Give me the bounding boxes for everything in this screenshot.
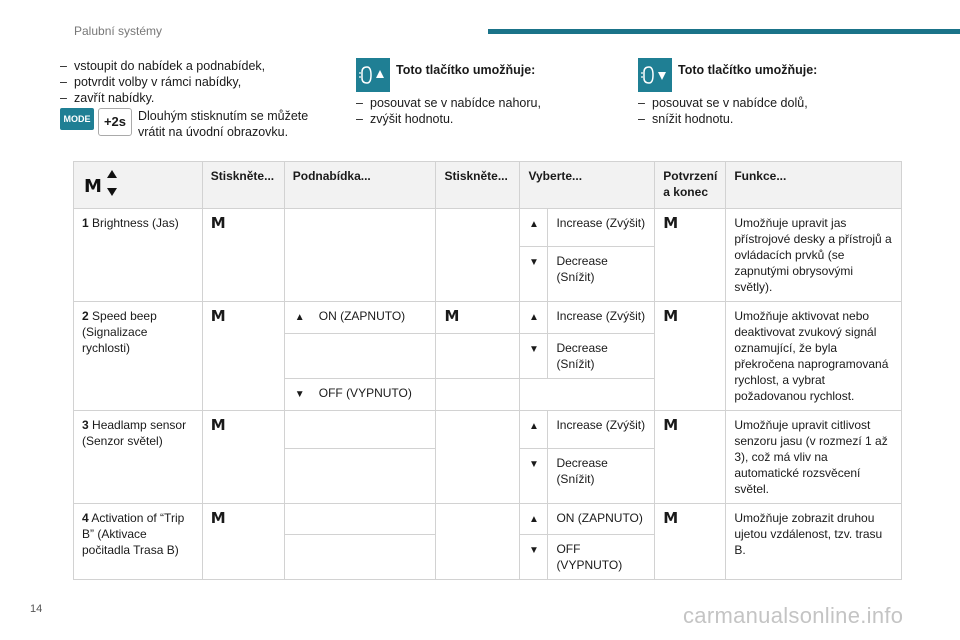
- table-row: 4 Activation of “Trip B” (Aktivace počitadla Trasa B) M ▲ ON (ZAPNUTO) M Umožňuje zobrazit druhou ujetou vzdálenost, tzv. trasu B.: [74, 504, 902, 535]
- table-header-row: [74, 162, 902, 209]
- mode-button-icon: MODE: [60, 108, 94, 130]
- list-item: – vstoupit do nabídek a podnabídek,: [60, 59, 266, 73]
- hold-2s-icon: +2s: [98, 108, 132, 136]
- table-row: 1 Brightness (Jas) M ▲ Increase (Zvýšit) M Umožňuje upravit jas přístrojové desky a přístrojů a ovládacích prvků (se zapnutými obrysovými světly).: [74, 209, 902, 247]
- table-row: ▼ Decrease (Snížit): [74, 246, 902, 301]
- up-button-title: Toto tlačítko umožňuje:: [396, 63, 536, 77]
- list-item: – snížit hodnotu.: [638, 112, 734, 126]
- down-arrow-icon: ▼: [528, 343, 539, 355]
- m-button-icon: M: [210, 416, 226, 434]
- col-header-press-2: Stiskněte...: [436, 162, 520, 209]
- col-header-function: Funkce...: [726, 162, 902, 209]
- table-row: ▼ Decrease (Snížit): [74, 333, 902, 379]
- mode-hold-row: [60, 108, 330, 140]
- col-header-submenu: Podnabídka...: [284, 162, 436, 209]
- m-button-icon: M: [663, 416, 679, 434]
- col-header-confirm: Potvrzení a konec: [655, 162, 726, 209]
- settings-table: [73, 161, 902, 580]
- table-row: 3 Headlamp sensor (Senzor světel) M ▲ Increase (Zvýšit) M Umožňuje upravit citlivost senzoru jasu (v rozmezí 1 až 3), což má vliv na automatické rozsvěcení světel.: [74, 411, 902, 449]
- table-row: ▼ OFF (VYPNUTO): [74, 535, 902, 580]
- table-row: 2 Speed beep (Signalizace rychlosti) M ▲ ON (ZAPNUTO) M ▲ Increase (Zvýšit) M Umožňuje aktivovat nebo deaktivovat zvukový signál oznamující, že byla překročena naprogramovaná rychlost, a vybrat požadovanou rychlost.: [74, 302, 902, 334]
- m-button-icon: M: [663, 214, 679, 232]
- down-arrow-icon: ▼: [528, 545, 539, 556]
- list-item: – zavřít nabídky.: [60, 91, 155, 105]
- intro-column-3: [638, 58, 898, 127]
- up-arrow-icon: ▲: [294, 312, 305, 323]
- header-accent-bar: [488, 29, 960, 34]
- up-arrow-icon: ▲: [528, 219, 539, 230]
- up-arrow-icon: ▲: [528, 312, 539, 323]
- svg-text:M: M: [84, 176, 102, 197]
- list-item: – posouvat se v nabídce dolů,: [638, 96, 808, 110]
- light-up-button-icon: [356, 58, 390, 92]
- list-item: – potvrdit volby v rámci nabídky,: [60, 75, 242, 89]
- col-header-press: Stiskněte...: [202, 162, 284, 209]
- page-number: 14: [30, 603, 43, 615]
- up-arrow-icon: ▲: [528, 514, 539, 525]
- m-button-icon: M: [444, 307, 460, 325]
- light-down-button-icon: [638, 58, 672, 92]
- m-button-icon: M: [210, 214, 226, 232]
- list-item: – posouvat se v nabídce nahoru,: [356, 96, 541, 110]
- down-arrow-icon: ▼: [528, 256, 539, 268]
- m-button-icon: M: [210, 307, 226, 325]
- running-header: Palubní systémy: [74, 24, 163, 38]
- table-row: ▼ Decrease (Snížit): [74, 448, 902, 503]
- table-row: ▼ OFF (VYPNUTO): [74, 379, 902, 411]
- down-arrow-icon: ▼: [294, 389, 305, 401]
- up-arrow-icon: ▲: [528, 421, 539, 432]
- hold-description: Dlouhým stisknutím se můžete vrátit na úvodní obrazovku.: [138, 109, 309, 139]
- col-header-select: Vyberte...: [520, 162, 655, 209]
- m-updown-icon: [74, 162, 203, 209]
- down-arrow-icon: ▼: [528, 458, 539, 470]
- down-button-title: Toto tlačítko umožňuje:: [678, 63, 818, 77]
- watermark: carmanualsonline.info: [683, 603, 904, 628]
- intro-column-1: [60, 58, 330, 140]
- m-button-icon: M: [210, 509, 226, 527]
- intro-column-2: [356, 58, 616, 127]
- m-button-icon: M: [663, 307, 679, 325]
- list-item: – zvýšit hodnotu.: [356, 112, 454, 126]
- m-button-icon: M: [663, 509, 679, 527]
